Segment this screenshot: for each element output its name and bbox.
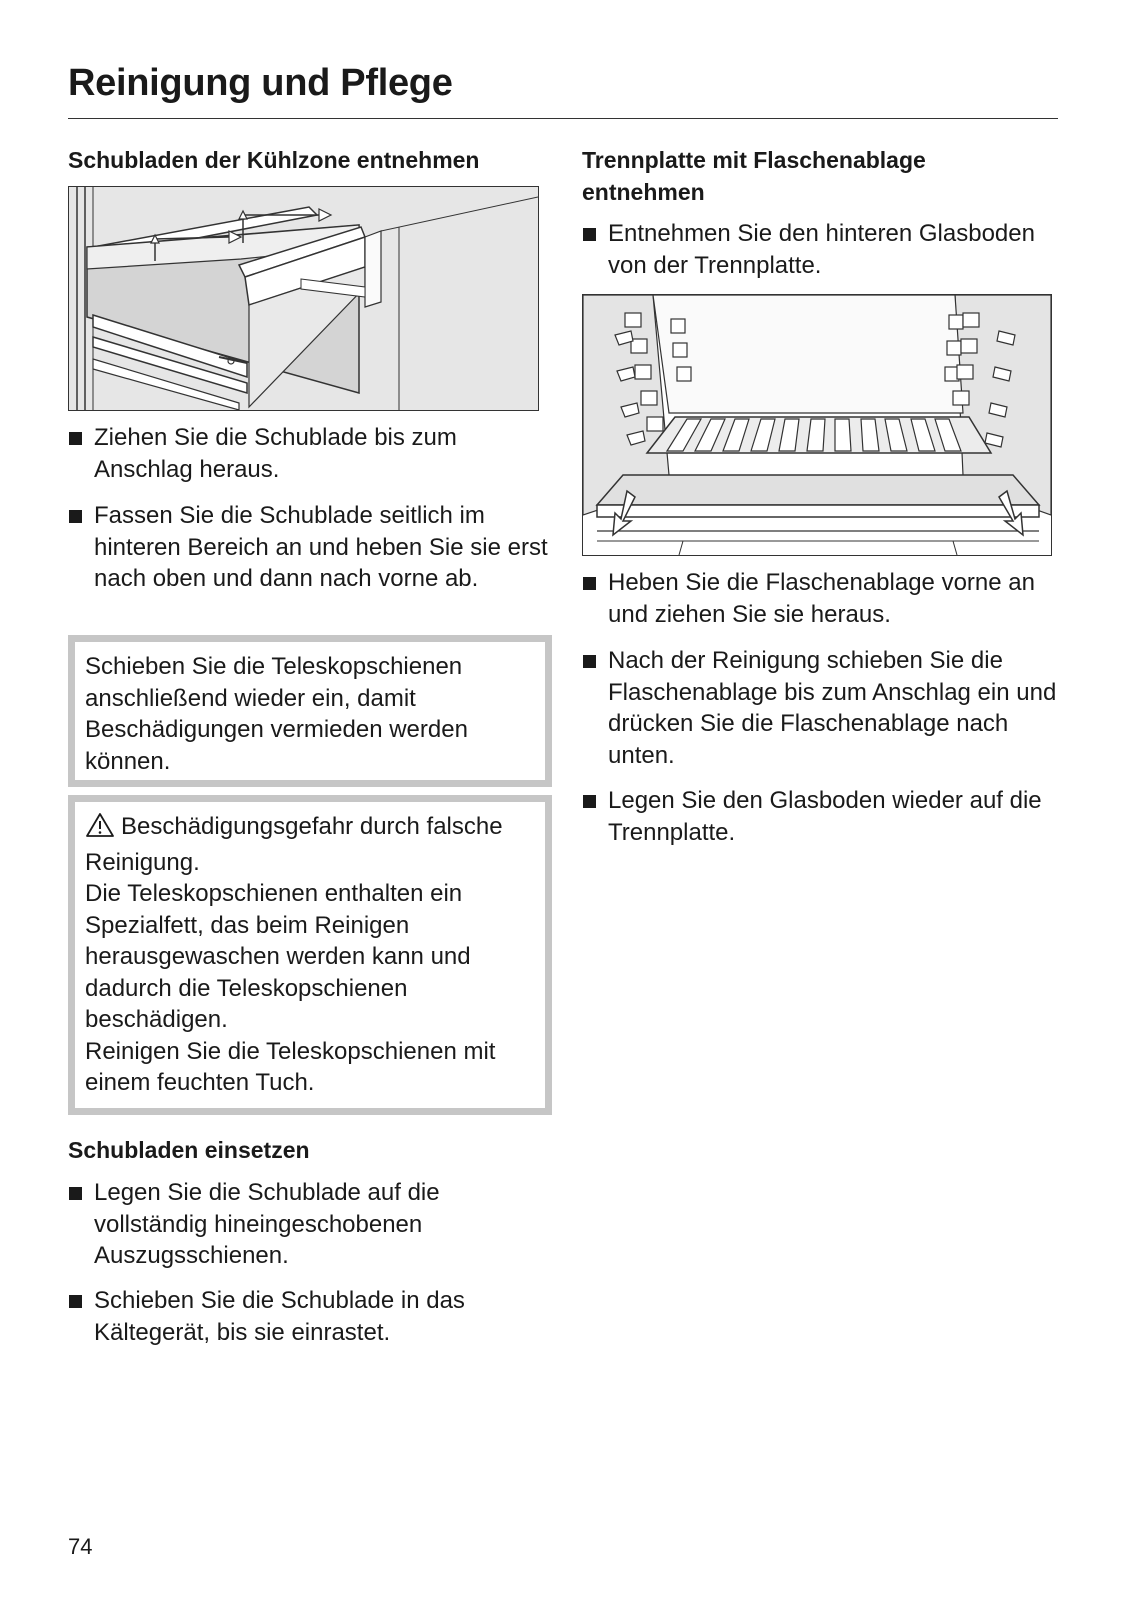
bullet-square-icon — [583, 577, 596, 590]
page-title: Reinigung und Pflege — [68, 62, 453, 104]
bullet-text: Entnehmen Sie den hinteren Glasboden von der Trennplatte. — [608, 220, 1035, 279]
bullet-text: Legen Sie den Glasboden wieder auf die Trennplatte. — [608, 787, 1042, 846]
warning-text-2: Reinigen Sie die Teleskopschienen mit einem feuchten Tuch. — [85, 1037, 496, 1096]
note-text: Schieben Sie die Teleskopschienen anschließend wieder ein, damit Beschädigungen vermieden werden können. — [85, 653, 468, 775]
warning-text-1: Die Teleskopschienen enthalten ein Spezialfett, das beim Reinigen herausgewaschen werden kann und dadurch die Teleskopschienen beschädigen. — [85, 880, 471, 1033]
drawer-drawing — [69, 187, 538, 410]
bullet-reinsert-bottle-shelf — [582, 645, 1064, 771]
heading-remove-divider: Trennplatte mit Flaschenablage entnehmen — [582, 147, 926, 205]
bullet-place-drawer — [68, 1177, 552, 1272]
warning-box — [68, 795, 552, 1115]
bottle-shelf-drawing — [583, 295, 1051, 555]
bullet-square-icon — [69, 1187, 82, 1200]
page-number: 74 — [68, 1534, 93, 1559]
bullet-replace-glass-shelf — [582, 785, 1064, 848]
drawer-illustration — [68, 186, 539, 411]
bullet-lift-drawer — [68, 500, 552, 595]
bullet-square-icon — [69, 432, 82, 445]
bullet-text: Heben Sie die Flaschenablage vorne an und ziehen Sie sie heraus. — [608, 569, 1035, 628]
bullet-square-icon — [69, 1295, 82, 1308]
bullet-text: Legen Sie die Schublade auf die vollständig hineingeschobenen Auszugsschienen. — [94, 1179, 440, 1269]
bullet-text: Fassen Sie die Schublade seitlich im hinteren Bereich an und heben Sie sie erst nach oben und dann nach vorne ab. — [94, 502, 548, 592]
bullet-pull-drawer — [68, 422, 552, 485]
bullet-square-icon — [583, 655, 596, 668]
warning-title: Beschädigungsgefahr durch falsche Reinigung. — [85, 813, 503, 876]
bullet-lift-bottle-shelf — [582, 567, 1064, 630]
heading-remove-drawers: Schubladen der Kühlzone entnehmen — [68, 147, 480, 173]
bullet-square-icon — [583, 795, 596, 808]
bullet-slide-drawer — [68, 1285, 552, 1348]
bottle-shelf-illustration — [582, 294, 1052, 556]
bullet-text: Nach der Reinigung schieben Sie die Flaschenablage bis zum Anschlag ein und drücken Sie die Flaschenablage nach unten. — [608, 647, 1057, 769]
heading-insert-drawers: Schubladen einsetzen — [68, 1137, 310, 1163]
note-box — [68, 635, 552, 787]
bullet-text: Schieben Sie die Schublade in das Kältegerät, bis sie einrastet. — [94, 1287, 465, 1346]
bullet-text: Ziehen Sie die Schublade bis zum Anschlag heraus. — [94, 424, 457, 483]
warning-triangle-icon — [85, 812, 115, 847]
bullet-square-icon — [583, 228, 596, 241]
title-rule — [68, 118, 1058, 119]
bullet-remove-glass-shelf — [582, 218, 1058, 281]
bullet-square-icon — [69, 510, 82, 523]
